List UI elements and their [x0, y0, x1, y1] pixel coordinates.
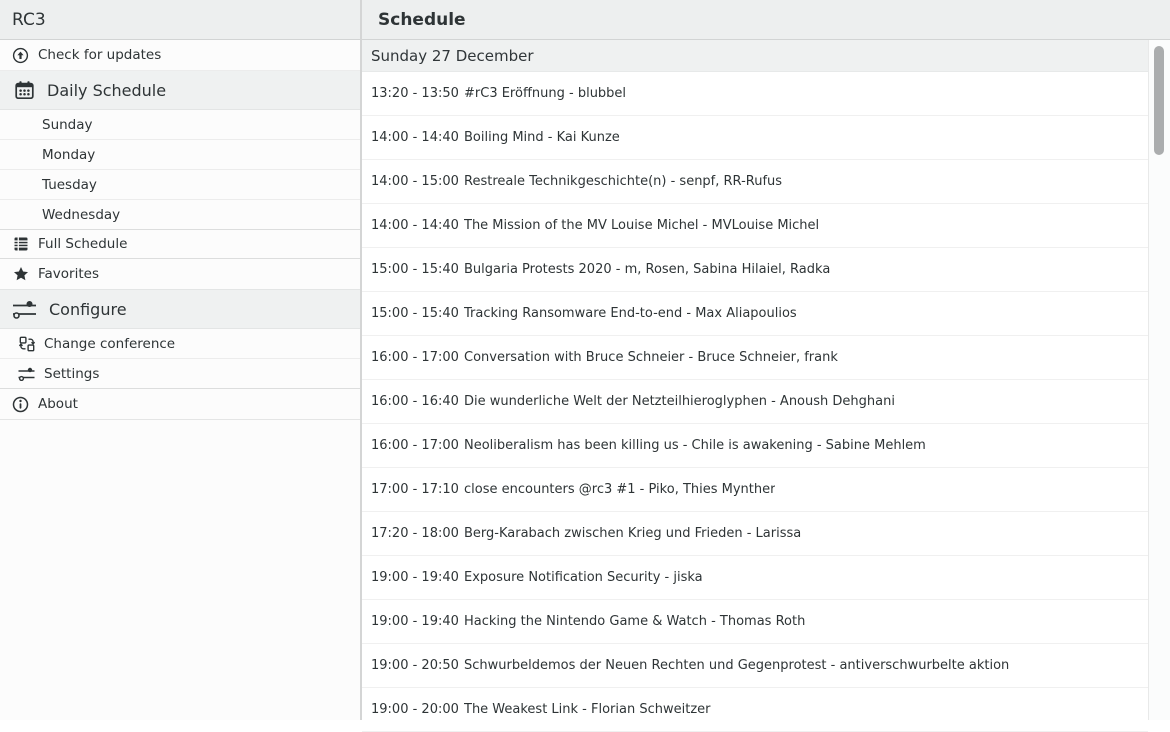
- event-row[interactable]: [362, 160, 1148, 204]
- event-time: 19:00 - 19:40: [371, 570, 459, 585]
- event-time: 16:00 - 16:40: [371, 394, 459, 409]
- event-list: [362, 72, 1148, 732]
- event-title: Die wunderliche Welt der Netzteilhieroglyphen - Anoush Dehghani: [464, 394, 895, 409]
- scrollbar-thumb[interactable]: [1154, 46, 1164, 155]
- sidebar-item-label: Tuesday: [42, 176, 97, 193]
- event-title: Exposure Notification Security - jiska: [464, 570, 703, 585]
- sidebar-item-about[interactable]: [0, 389, 360, 420]
- event-row[interactable]: [362, 424, 1148, 468]
- event-row[interactable]: [362, 512, 1148, 556]
- day-header: [362, 40, 1148, 72]
- list-icon: [12, 236, 29, 252]
- calendar-icon: [14, 80, 35, 101]
- event-row[interactable]: [362, 116, 1148, 160]
- event-time: 19:00 - 20:50: [371, 658, 459, 673]
- event-title: Berg-Karabach zwischen Krieg und Frieden - Larissa: [464, 526, 802, 541]
- switch-icon: [18, 336, 35, 352]
- event-row[interactable]: [362, 688, 1148, 732]
- event-time: 17:20 - 18:00: [371, 526, 459, 541]
- sidebar-section-label: Configure: [49, 299, 127, 319]
- event-title: The Weakest Link - Florian Schweitzer: [464, 702, 711, 717]
- sidebar-headerbar: [0, 0, 360, 40]
- sidebar-item-sunday[interactable]: [0, 110, 360, 140]
- sidebar-item-check-for-updates[interactable]: [0, 40, 360, 71]
- event-time: 13:20 - 13:50: [371, 86, 459, 101]
- event-time: 15:00 - 15:40: [371, 306, 459, 321]
- sidebar-item-label: Settings: [44, 365, 100, 382]
- sidebar-item-label: Change conference: [44, 335, 176, 352]
- event-time: 14:00 - 14:40: [371, 130, 459, 145]
- page-title: Schedule: [378, 9, 466, 30]
- event-title: Bulgaria Protests 2020 - m, Rosen, Sabina Hilaiel, Radka: [464, 262, 831, 277]
- scrollbar-track[interactable]: [1148, 40, 1170, 720]
- sidebar-section-configure[interactable]: [0, 289, 360, 329]
- event-time: 16:00 - 17:00: [371, 438, 459, 453]
- sidebar-filler: [0, 420, 360, 720]
- sidebar-item-tuesday[interactable]: [0, 170, 360, 200]
- event-time: 14:00 - 15:00: [371, 174, 459, 189]
- event-title: #rC3 Eröffnung - blubbel: [464, 86, 627, 101]
- event-row[interactable]: [362, 336, 1148, 380]
- event-row[interactable]: [362, 204, 1148, 248]
- event-row[interactable]: [362, 468, 1148, 512]
- event-title: Conversation with Bruce Schneier - Bruce Schneier, frank: [464, 350, 838, 365]
- sidebar-item-label: Check for updates: [38, 47, 162, 63]
- day-header-label: Sunday 27 December: [371, 46, 534, 65]
- event-time: 16:00 - 17:00: [371, 350, 459, 365]
- event-row[interactable]: [362, 556, 1148, 600]
- event-time: 19:00 - 20:00: [371, 702, 459, 717]
- sidebar-day-list: [0, 110, 360, 230]
- sidebar-section-label: Daily Schedule: [47, 80, 167, 100]
- content-headerbar: [362, 0, 1170, 40]
- sliders-icon: [18, 367, 35, 381]
- sidebar-item-label: Monday: [42, 146, 96, 163]
- sidebar: [0, 0, 362, 720]
- event-title: The Mission of the MV Louise Michel - MVLouise Michel: [464, 218, 820, 233]
- event-time: 17:00 - 17:10: [371, 482, 459, 497]
- sidebar-item-label: Full Schedule: [38, 236, 128, 252]
- star-icon: [12, 266, 29, 282]
- event-title: Restreale Technikgeschichte(n) - senpf, RR-Rufus: [464, 174, 783, 189]
- event-title: Neoliberalism has been killing us - Chile is awakening - Sabine Mehlem: [464, 438, 926, 453]
- sidebar-item-change-conference[interactable]: [0, 329, 360, 359]
- event-title: Hacking the Nintendo Game & Watch - Thomas Roth: [464, 614, 806, 629]
- sidebar-title: RC3: [12, 9, 46, 30]
- sidebar-item-wednesday[interactable]: [0, 200, 360, 230]
- event-title: Schwurbeldemos der Neuen Rechten und Gegenprotest - antiverschwurbelte aktion: [464, 658, 1010, 673]
- event-title: Boiling Mind - Kai Kunze: [464, 130, 620, 145]
- sidebar-item-monday[interactable]: [0, 140, 360, 170]
- event-time: 14:00 - 14:40: [371, 218, 459, 233]
- sidebar-item-label: About: [38, 396, 78, 412]
- event-row[interactable]: [362, 380, 1148, 424]
- event-time: 15:00 - 15:40: [371, 262, 459, 277]
- schedule-panel: [362, 0, 1170, 720]
- event-time: 19:00 - 19:40: [371, 614, 459, 629]
- sidebar-item-settings[interactable]: [0, 359, 360, 389]
- sidebar-item-favorites[interactable]: [0, 259, 360, 289]
- event-title: close encounters @rc3 #1 - Piko, Thies Mynther: [464, 482, 776, 497]
- event-row[interactable]: [362, 292, 1148, 336]
- sidebar-item-full-schedule[interactable]: [0, 229, 360, 259]
- event-title: Tracking Ransomware End-to-end - Max Aliapoulios: [464, 306, 797, 321]
- event-row[interactable]: [362, 248, 1148, 292]
- event-row[interactable]: [362, 72, 1148, 116]
- event-row[interactable]: [362, 644, 1148, 688]
- sidebar-item-label: Sunday: [42, 116, 93, 133]
- event-list-column: [362, 40, 1148, 720]
- update-icon: [12, 47, 29, 64]
- event-row[interactable]: [362, 600, 1148, 644]
- info-icon: [12, 396, 29, 413]
- sidebar-section-daily-schedule[interactable]: [0, 71, 360, 110]
- sliders-icon: [12, 300, 37, 319]
- sidebar-item-label: Wednesday: [42, 206, 121, 223]
- sidebar-item-label: Favorites: [38, 266, 99, 282]
